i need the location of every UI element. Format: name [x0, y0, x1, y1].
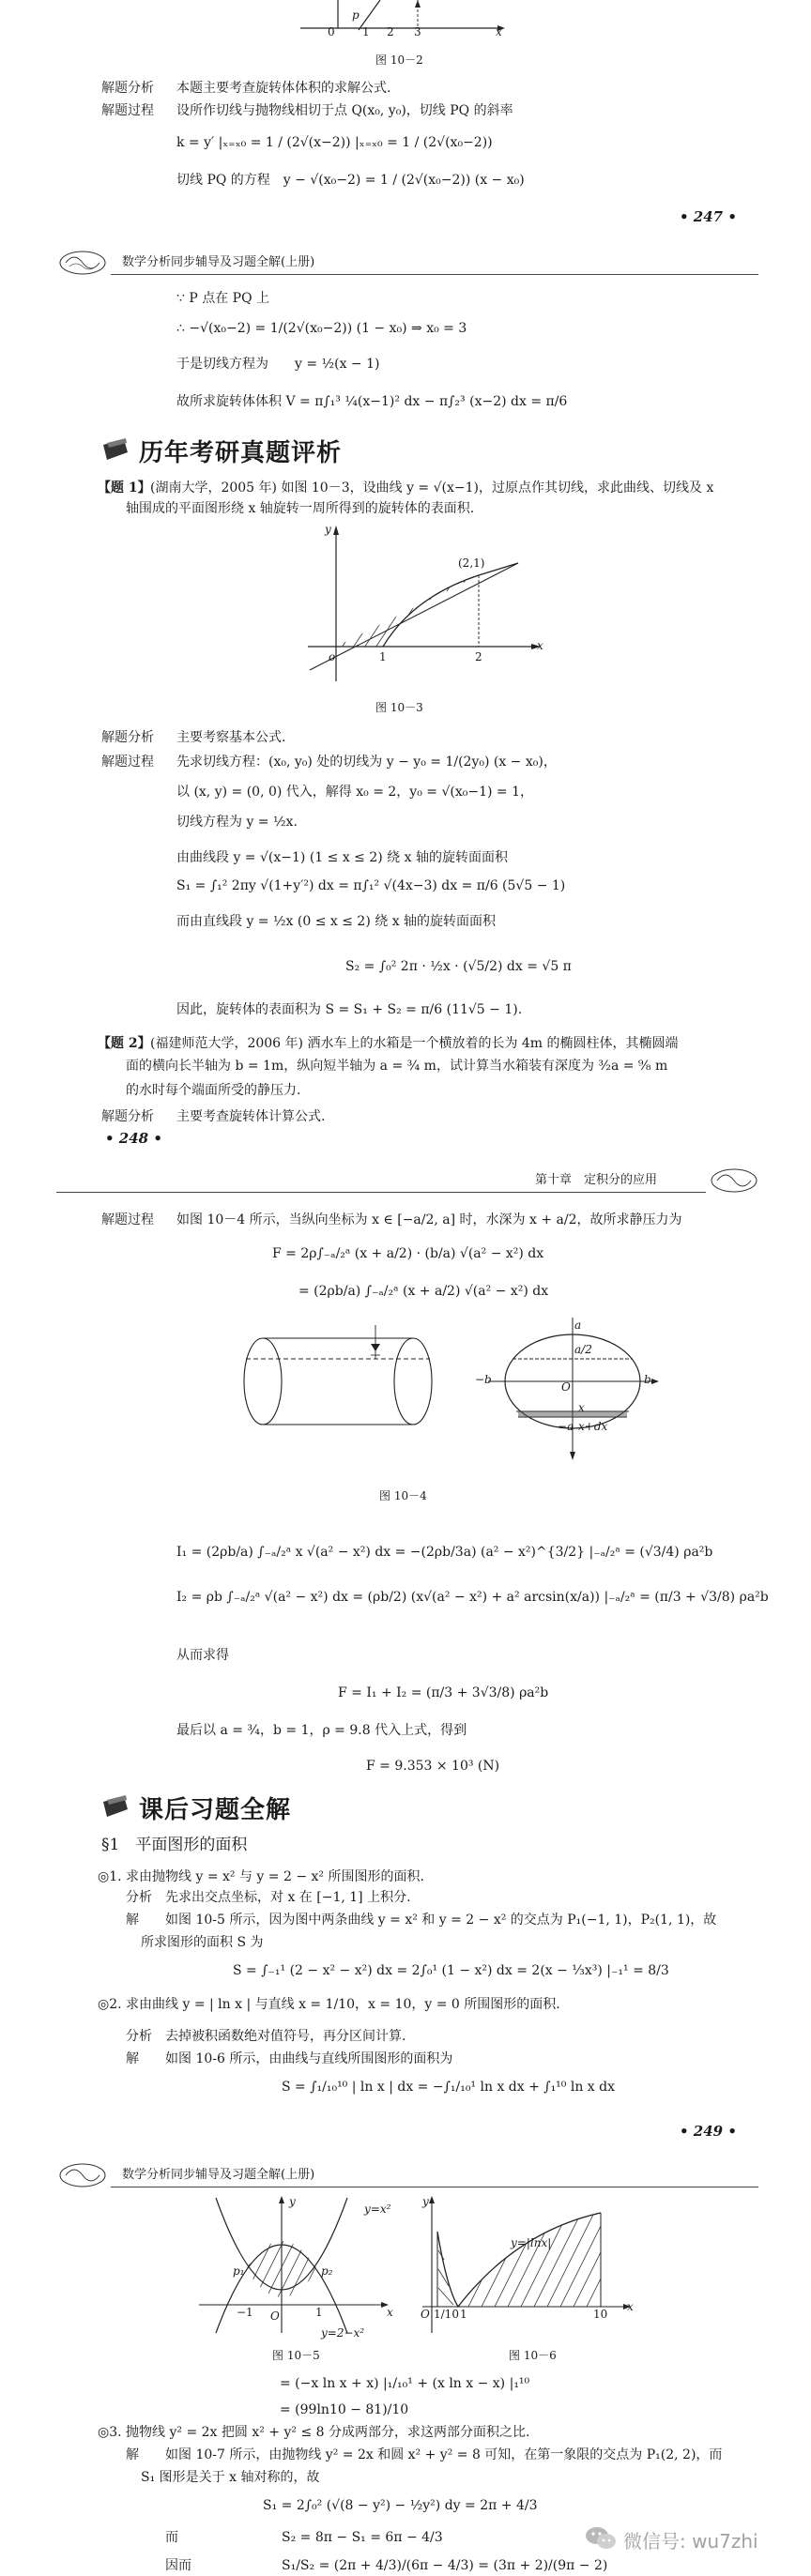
section-book-icon [101, 437, 130, 462]
watermark-text: 微信号: wu7zhi [623, 2530, 758, 2553]
tag-analysis: 解题分析 [101, 730, 154, 745]
formula: 于是切线方程为 y = ½(x − 1) [176, 357, 380, 372]
running-header: 数学分析同步辅导及习题全解(上册) [122, 2168, 315, 2182]
fig6-label-x: x [627, 2300, 634, 2313]
tag-analysis: 解题分析 [101, 81, 154, 96]
fig2-label-1: 1 [362, 25, 370, 38]
fig-caption: 图 10－5 [272, 2349, 320, 2362]
fig4-label-o: O [561, 1380, 571, 1394]
solution-line: 而由直线段 y = ½x (0 ≤ x ≤ 2) 绕 x 轴的旋转面面积 [176, 914, 497, 929]
fig3-label-x: x [537, 639, 543, 652]
fig-caption: 图 10－3 [375, 701, 423, 714]
fig5-label-p1: p₁ [233, 2264, 245, 2278]
fig4-label-minus-a: −a [558, 1420, 574, 1433]
solution-line: 如图 10－4 所示，当纵向坐标为 x ∈ [−a/2, a] 时，水深为 x + a/2，故所求静压力为 [176, 1212, 682, 1227]
question-tag: 【题 1】 [98, 480, 151, 495]
fig6-label-curve: y=|lnx| [511, 2236, 552, 2249]
fig5-label-curve-up: y=x² [364, 2203, 391, 2216]
fig5-label-1: 1 [315, 2306, 323, 2319]
body-text: 如图 10-6 所示，由曲线与直线所围图形的面积为 [165, 2051, 453, 2066]
body-text: 本题主要考查旋转体体积的求解公式. [176, 81, 391, 96]
fig3-label-2: 2 [475, 650, 482, 663]
exercise: ◎1. 求由抛物线 y = x² 与 y = 2 − x² 所围图形的面积. [98, 1869, 424, 1884]
body-text: 因而 [165, 2558, 191, 2573]
header-ornament-icon [706, 1164, 762, 1197]
formula: = (99ln10 − 81)/10 [280, 2402, 409, 2417]
fig4-label-x: x [578, 1401, 585, 1414]
fig5-label-o: O [270, 2309, 280, 2323]
formula: I₂ = ρb ∫₋ₐ/₂ᵃ √(a² − x²) dx = (ρb/2) (x√(a² − x²) + a² arcsin(x/a)) |₋ₐ/₂ᵃ = (π/3 + √3/8) ρa²b [176, 1590, 769, 1605]
body-text: 如图 10-7 所示，由抛物线 y² = 2x 和圆 x² + y² = 8 可知，在第一象限的交点为 P₁(2, 2)，而 [165, 2447, 723, 2462]
fig3-label-1: 1 [379, 650, 387, 663]
running-header: 数学分析同步辅导及习题全解(上册) [122, 255, 315, 269]
fig6-label-1: 1 [460, 2308, 467, 2321]
solution-line: 先求切线方程：(x₀, y₀) 处的切线为 y − y₀ = 1/(2y₀) (x − x₀)， [176, 755, 557, 770]
fig6-label-o: O [421, 2308, 430, 2321]
fig5-label-x: x [387, 2306, 393, 2319]
tag-solution: 解 [126, 2447, 139, 2462]
section-title: 课后习题全解 [139, 1796, 292, 1824]
formula: k = y′ |ₓ₌ₓ₀ = 1 / (2√(x−2)) |ₓ₌ₓ₀ = 1 / (2√(x₀−2)) [176, 135, 493, 150]
fig4-label-x-dx: x+dx [578, 1420, 608, 1433]
body-text: 去掉被积函数绝对值符号，再分区间计算. [165, 2029, 406, 2044]
section-book-icon [101, 1794, 130, 1819]
solution-line: S₁ = ∫₁² 2πy √(1+y′²) dx = π∫₁² √(4x−3) dx = π/6 (5√5 − 1) [176, 878, 566, 893]
formula: ∴ −√(x₀−2) = 1/(2√(x₀−2)) (1 − x₀) ⇒ x₀ = 3 [176, 321, 467, 336]
question-tag: 【题 2】 [98, 1036, 151, 1051]
page-number: • 248 • [105, 1130, 162, 1147]
question-text: (湖南大学，2005 年) 如图 10－3，设曲线 y = √(x−1)，过原点作其切线，求此曲线、切线及 x [150, 480, 714, 495]
solution-line: 以 (x, y) = (0, 0) 代入，解得 x₀ = 2，y₀ = √(x₀−1) = 1， [176, 785, 533, 800]
page-number: • 247 • [680, 208, 737, 225]
formula: S₁/S₂ = (2π + 4/3)/(6π − 4/3) = (3π + 2)/(9π − 2) [282, 2558, 608, 2573]
running-header: 第十章 定积分的应用 [535, 1173, 658, 1187]
header-rule [111, 274, 758, 275]
header-ornament-icon [56, 2158, 113, 2192]
fig6-label-tenth: 1/10 [434, 2308, 459, 2321]
fig6-label-y: y [422, 2195, 429, 2208]
formula: 故所求旋转体体积 V = π∫₁³ ¼(x−1)² dx − π∫₂³ (x−2) dx = π/6 [176, 394, 568, 409]
fig3-label-y: y [325, 523, 331, 536]
fig2-label-3: 3 [414, 25, 421, 38]
question-text: 面的横向长半轴为 b = 1m，纵向短半轴为 a = ¾ m，试计算当水箱装有深度为 ³⁄₂a = ⁹⁄₈ m [126, 1059, 668, 1074]
figure-10-4 [235, 1306, 760, 1466]
fig2-label-x: x [496, 25, 502, 38]
section-title: 历年考研真题评析 [139, 439, 343, 467]
body-text: ∵ P 点在 PQ 上 [176, 291, 270, 306]
tag-analysis: 分析 [126, 1890, 152, 1905]
tag-process: 解题过程 [101, 755, 154, 770]
fig6-label-10: 10 [593, 2308, 608, 2321]
body-text: 主要考查旋转体计算公式. [176, 1109, 326, 1124]
fig2-label-2: 2 [387, 25, 394, 38]
exercise: ◎3. 抛物线 y² = 2x 把圆 x² + y² ≤ 8 分成两部分，求这两部分面积之比. [98, 2425, 530, 2440]
exercise: ◎2. 求由曲线 y = | ln x | 与直线 x = 1/10，x = 10，y = 0 所围图形的面积. [98, 1997, 560, 2012]
formula: I₁ = (2ρb/a) ∫₋ₐ/₂ᵃ x √(a² − x²) dx = −(2ρb/3a) (a² − x²)^{3/2} |₋ₐ/₂ᵃ = (√3/4) ρa²b [176, 1545, 713, 1560]
fig2-label-origin: 0 [328, 25, 335, 38]
header-ornament-icon [56, 246, 113, 280]
solution-line: 由曲线段 y = √(x−1) (1 ≤ x ≤ 2) 绕 x 轴的旋转面面积 [176, 850, 508, 865]
fig5-label-curve-down: y=2−x² [321, 2326, 365, 2340]
fig-caption: 图 10－4 [379, 1489, 427, 1502]
question-text: 的水时每个端面所受的静压力. [126, 1083, 301, 1098]
fig4-label-minus-b: −b [475, 1373, 492, 1386]
solution-line: 切线方程为 y = ½x. [176, 815, 298, 830]
fig4-label-a: a [574, 1318, 582, 1332]
body-text: 设所作切线与抛物线相切于点 Q(x₀, y₀)，切线 PQ 的斜率 [176, 103, 513, 118]
fig5-label-y: y [289, 2195, 296, 2208]
body-text: 所求图形的面积 S 为 [141, 1935, 264, 1950]
formula: F = 2ρ∫₋ₐ/₂ᵃ (x + a/2) · (b/a) √(a² − x²) dx [272, 1246, 544, 1261]
fig-caption: 图 10－6 [509, 2349, 557, 2362]
tag-solution: 解 [126, 1913, 139, 1928]
question-text: 轴围成的平面图形绕 x 轴旋转一周所得到的旋转体的表面积. [126, 501, 475, 516]
wechat-icon [584, 2524, 618, 2553]
body-text: 如图 10-5 所示，因为图中两条曲线 y = x² 和 y = 2 − x² 的交点为 P₁(−1, 1)，P₂(1, 1)，故 [165, 1913, 717, 1928]
fig5-label-neg1: −1 [237, 2306, 253, 2319]
header-rule [56, 1192, 706, 1193]
fig-caption: 图 10－2 [375, 53, 423, 67]
formula: S₂ = ∫₀² 2π · ½x · (√5/2) dx = √5 π [345, 959, 572, 974]
fig3-label-o: o [329, 650, 336, 663]
page-number: • 249 • [680, 2123, 737, 2140]
body-text: 从而求得 [176, 1648, 229, 1663]
tag-process: 解题过程 [101, 1212, 154, 1227]
figure-10-3 [300, 522, 563, 691]
body-text: S₁ 图形是关于 x 轴对称的，故 [141, 2470, 320, 2485]
question-text: (福建师范大学，2006 年) 洒水车上的水箱是一个横放着的长为 4m 的椭圆柱体，其椭圆端 [150, 1036, 679, 1051]
formula: S = ∫₋₁¹ (2 − x² − x²) dx = 2∫₀¹ (1 − x²) dx = 2(x − ⅓x³) |₋₁¹ = 8/3 [233, 1963, 669, 1978]
body-text: 而 [165, 2530, 178, 2545]
fig5-label-p2: p₂ [321, 2264, 333, 2278]
tag-analysis: 解题分析 [101, 1109, 154, 1124]
tag-process: 解题过程 [101, 103, 154, 118]
formula: S₂ = 8π − S₁ = 6π − 4/3 [282, 2530, 443, 2545]
tag-solution: 解 [126, 2051, 139, 2066]
formula: 切线 PQ 的方程 y − √(x₀−2) = 1 / (2√(x₀−2)) (x − x₀) [176, 173, 525, 188]
formula: F = 9.353 × 10³ (N) [366, 1759, 500, 1774]
body-text: 最后以 a = ¾，b = 1，ρ = 9.8 代入上式，得到 [176, 1723, 467, 1738]
figure-10-2 [0, 0, 811, 47]
fig4-label-b: b [644, 1373, 651, 1386]
formula: S = ∫₁/₁₀¹⁰ | ln x | dx = −∫₁/₁₀¹ ln x dx + ∫₁¹⁰ ln x dx [282, 2080, 616, 2095]
tag-analysis: 分析 [126, 2029, 152, 2044]
formula: F = I₁ + I₂ = (π/3 + 3√3/8) ρa²b [338, 1685, 549, 1700]
fig2-label-p: p [352, 8, 360, 22]
formula: S₁ = 2∫₀² (√(8 − y²) − ½y²) dy = 2π + 4/3 [263, 2498, 538, 2513]
body-text: 先求出交点坐标，对 x 在 [−1, 1] 上积分. [165, 1890, 411, 1905]
formula: = (−x ln x + x) |₁/₁₀¹ + (x ln x − x) |₁¹⁰ [280, 2376, 530, 2391]
solution-line: 因此，旋转体的表面积为 S = S₁ + S₂ = π/6 (11√5 − 1). [176, 1002, 523, 1017]
fig3-label-point: (2,1) [458, 556, 485, 570]
fig4-label-a-half: a/2 [574, 1343, 592, 1356]
subsection-title: §1 平面图形的面积 [101, 1836, 248, 1854]
formula: = (2ρb/a) ∫₋ₐ/₂ᵃ (x + a/2) √(a² − x²) dx [298, 1284, 549, 1299]
body-text: 主要考察基本公式. [176, 730, 286, 745]
